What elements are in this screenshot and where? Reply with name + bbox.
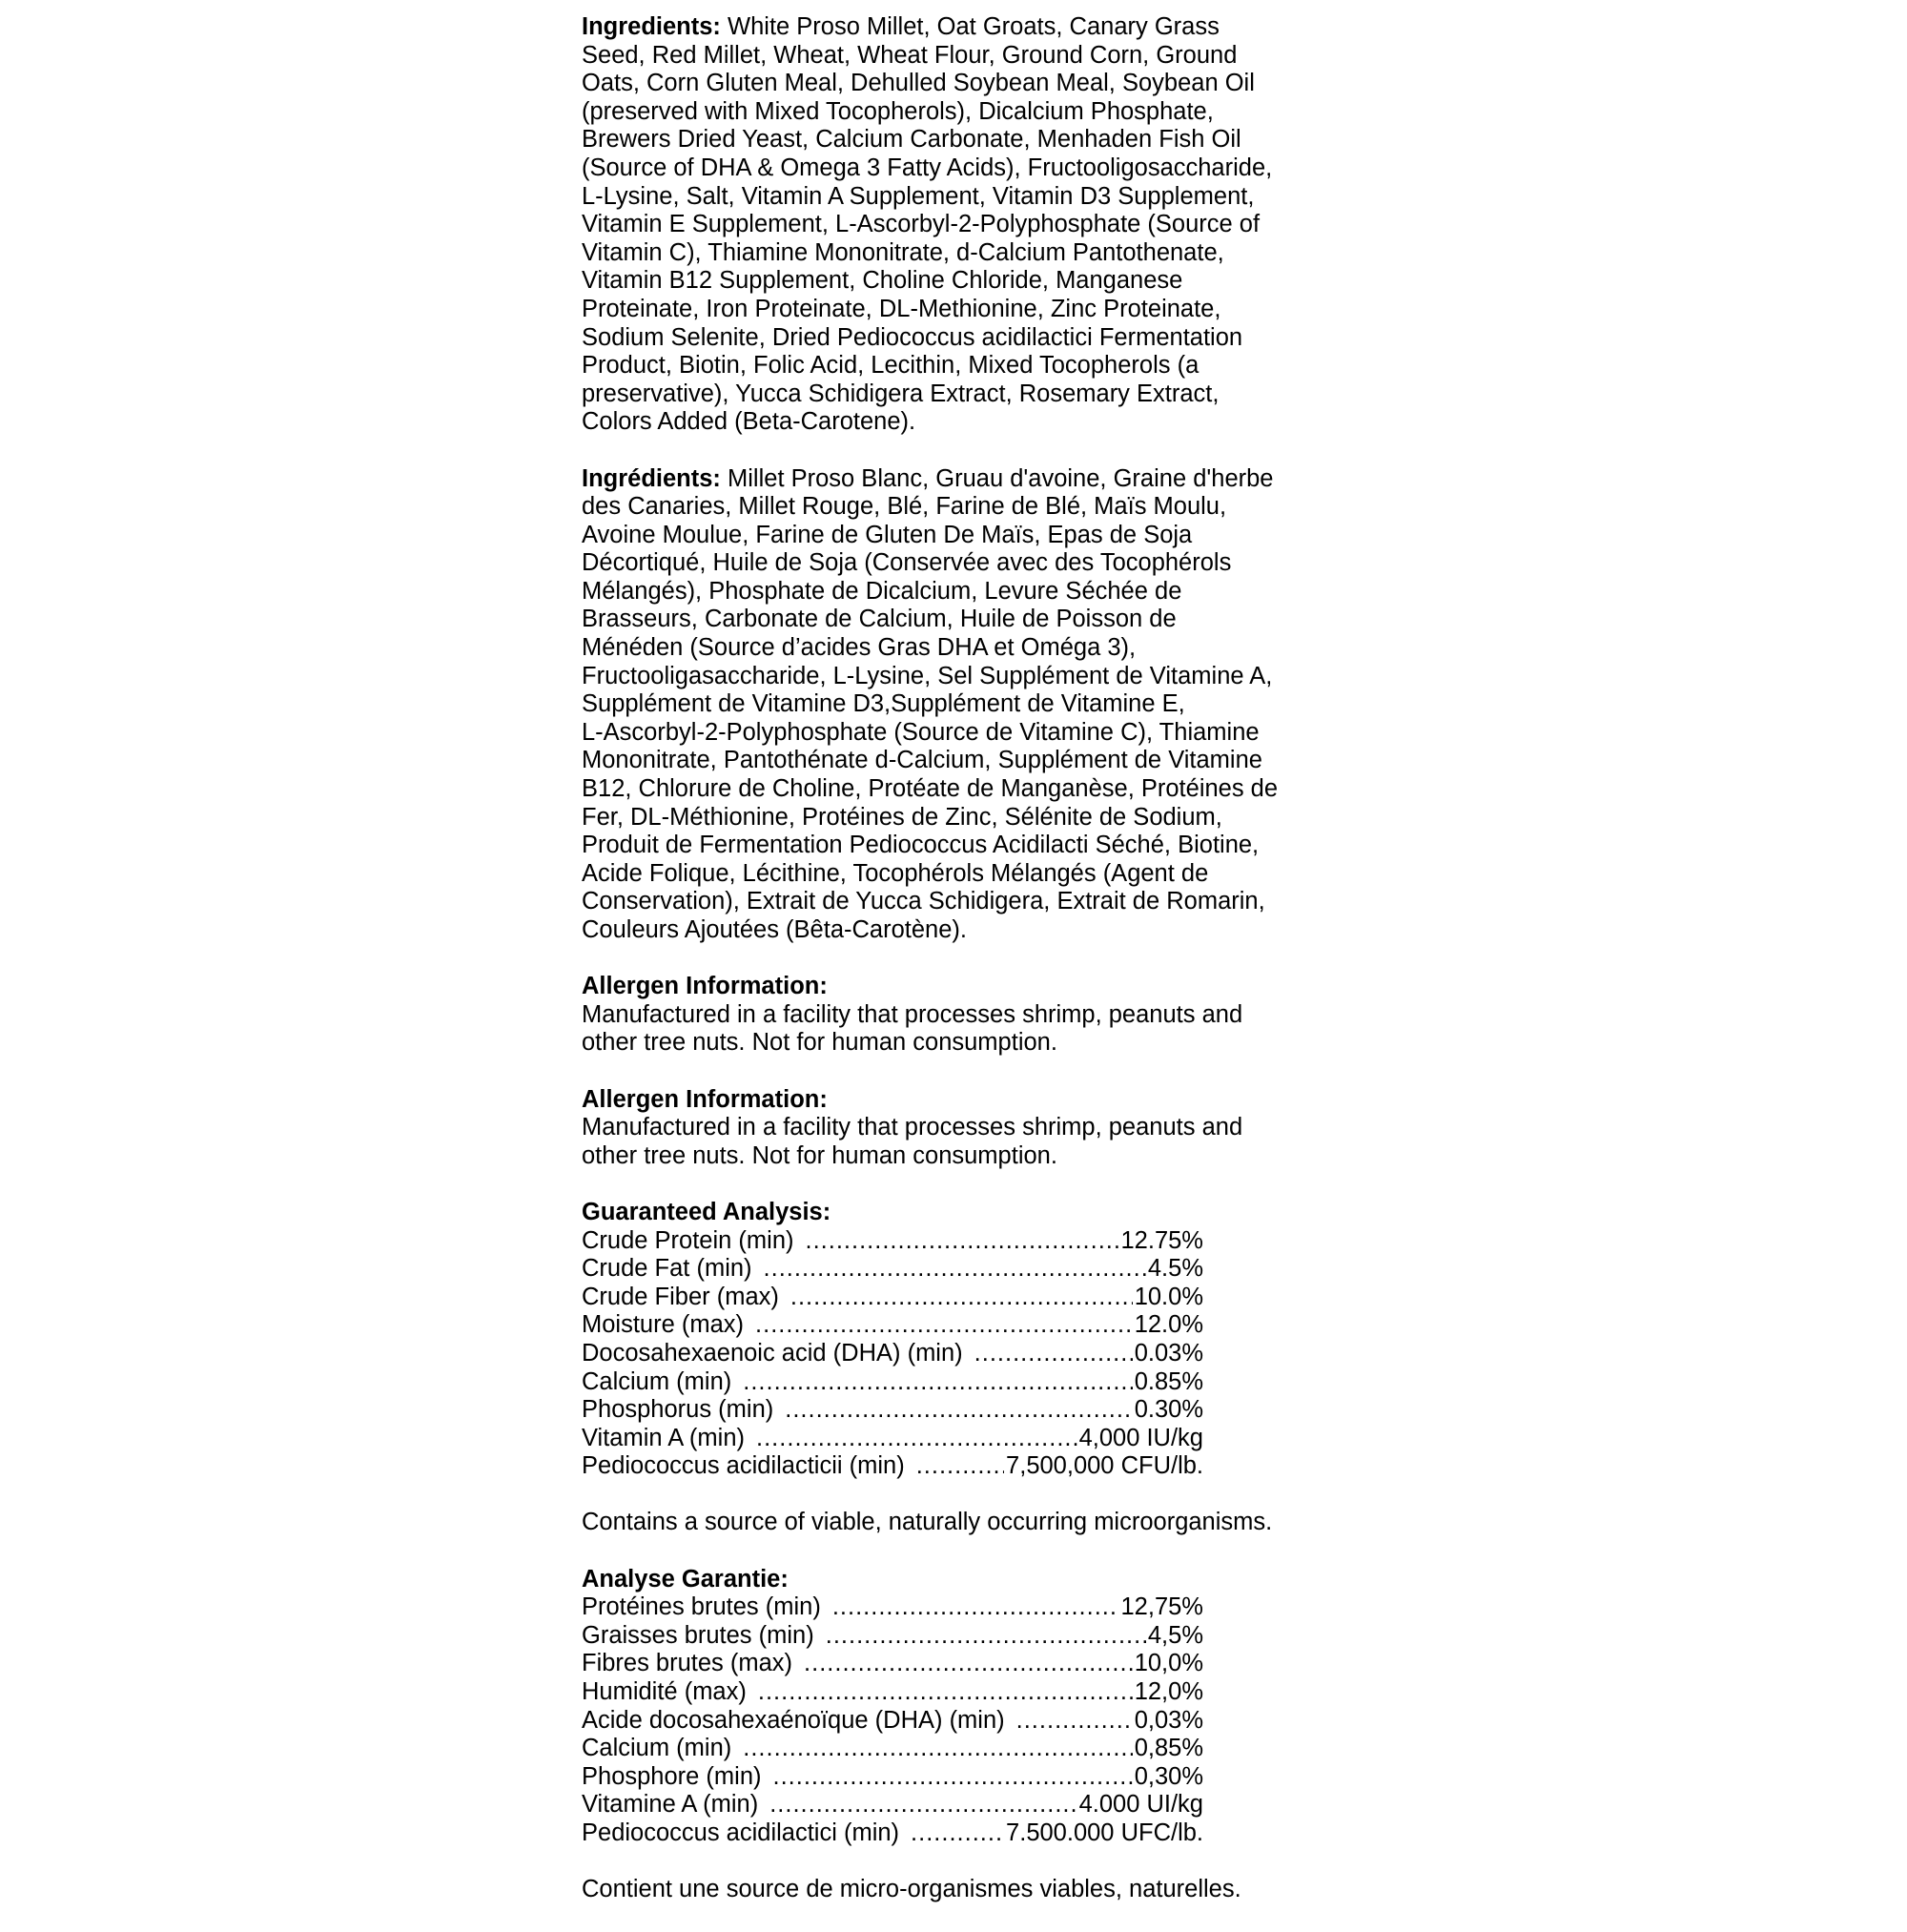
dot-leader [974, 1340, 1133, 1368]
analysis-row [582, 1368, 1203, 1397]
dot-leader [790, 1284, 1133, 1312]
dot-leader [832, 1593, 1119, 1622]
analysis-row-value: 4.5% [1147, 1255, 1203, 1283]
analysis-row-name: Crude Fiber (max) [582, 1283, 779, 1310]
analysis-row-value: 0.03% [1134, 1339, 1203, 1367]
product-label-text [582, 13, 1344, 1932]
analysis-row [582, 1227, 1203, 1256]
analysis-english-rows [582, 1227, 1203, 1481]
analysis-row [582, 1622, 1203, 1651]
allergen-info-1 [582, 973, 1344, 1058]
dot-leader [756, 1425, 1077, 1453]
analysis-row [582, 1452, 1203, 1481]
analysis-row-value: 0,85% [1134, 1735, 1203, 1762]
analysis-row-name: Phosphorus (min) [582, 1396, 774, 1424]
analysis-row [582, 1707, 1203, 1736]
dot-leader [743, 1368, 1132, 1397]
dot-leader [804, 1650, 1133, 1678]
dot-leader [743, 1735, 1132, 1763]
analysis-row-value: 10.0% [1134, 1283, 1203, 1310]
analysis-row-name: Calcium (min) [582, 1735, 732, 1762]
analysis-row [582, 1650, 1203, 1678]
analysis-row-name: Crude Protein (min) [582, 1226, 794, 1254]
analysis-row-name: Fibres brutes (max) [582, 1650, 793, 1677]
analysis-row-name: Pediococcus acidilactici (min) [582, 1819, 900, 1846]
analysis-row-name: Pediococcus acidilacticii (min) [582, 1452, 905, 1480]
dot-leader [1016, 1707, 1133, 1736]
dot-leader [769, 1791, 1077, 1819]
allergen-info-1-text: Manufactured in a facility that processes shrimp, peanuts and other tree nuts. Not for human consumption. [582, 1000, 1243, 1057]
analysis-row-value: 0.85% [1134, 1367, 1203, 1395]
analysis-row [582, 1678, 1203, 1707]
ingredients-french-text: Millet Proso Blanc, Gruau d'avoine, Graine d'herbe des Canaries, Millet Rouge, Blé, Farine de Blé, Maïs Moulu, Avoine Moulue, Farine de Gluten De Maïs, Epas de Soja Décortiqué, Huile de Soja (Conservée avec des Tocophérols Mélangés), Phosphate de Dicalcium, Levure Séchée de Brasseurs, Carbonate de Calcium, Huile de Poisson de Ménéden (Source d’acides Gras DHA et Oméga 3), Fructooligasaccharide, L-Lysine, Sel Supplément de Vitamine A, Supplément de Vitamine D3,Supplément de Vitamine E, L-Ascorbyl-2-Polyphosphate (Source de Vitamine C), Thiamine Mononitrate, Pantothénate d-Calcium, Supplément de Vitamine B12, Chlorure de Choline, Protéate de Manganèse, Protéines de Fer, DL-Méthionine, Protéines de Zinc, Sélénite de Sodium, Produit de Fermentation Pediococcus Acidilacti Séché, Biotine, Acide Folique, Lécithine, Tocophérols Mélangés (Agent de Conservation), Extrait de Yucca Schidigera, Extrait de Romarin, Couleurs Ajoutées (Bêta-Carotène). [582, 464, 1279, 943]
analysis-row [582, 1340, 1203, 1368]
analysis-row [582, 1763, 1203, 1792]
analysis-row [582, 1819, 1203, 1848]
allergen-info-2-heading: Allergen Information: [582, 1085, 828, 1113]
ingredients-english-heading: Ingredients: [582, 13, 721, 40]
allergen-info-2 [582, 1086, 1344, 1171]
analysis-row [582, 1425, 1203, 1453]
dot-leader [785, 1396, 1132, 1425]
allergen-info-1-heading: Allergen Information: [582, 973, 828, 1000]
analysis-row-name: Protéines brutes (min) [582, 1593, 821, 1621]
analysis-row-name: Docosahexaenoic acid (DHA) (min) [582, 1339, 963, 1367]
dot-leader [806, 1227, 1119, 1256]
analysis-row-value: 12,75% [1120, 1593, 1203, 1621]
analysis-row [582, 1255, 1203, 1284]
analysis-row-name: Phosphore (min) [582, 1762, 762, 1790]
dot-leader [916, 1452, 1004, 1481]
guaranteed-analysis-english [582, 1199, 1203, 1481]
guaranteed-analysis-french-heading: Analyse Garantie: [582, 1565, 789, 1593]
analysis-row [582, 1593, 1203, 1622]
ingredients-french-heading: Ingrédients: [582, 464, 721, 492]
ingredients-english-text: White Proso Millet, Oat Groats, Canary Grass Seed, Red Millet, Wheat, Wheat Flour, Ground Corn, Ground Oats, Corn Gluten Meal, Dehulled Soybean Meal, Soybean Oil (preserved with Mixed Tocopherols), Dicalcium Phosphate, Brewers Dried Yeast, Calcium Carbonate, Menhaden Fish Oil (Source of DHA & Omega 3 Fatty Acids), Fructooligosaccharide, L-Lysine, Salt, Vitamin A Supplement, Vitamin D3 Supplement, Vitamin E Supplement, L-Ascorbyl-2-Polyphosphate (Source of Vitamin C), Thiamine Mononitrate, d-Calcium Pantothenate, Vitamin B12 Supplement, Choline Chloride, Manganese Proteinate, Iron Proteinate, DL-Methionine, Zinc Proteinate, Sodium Selenite, Dried Pediococcus acidilactici Fermentation Product, Biotin, Folic Acid, Lecithin, Mixed Tocopherols (a preservative), Yucca Schidigera Extract, Rosemary Extract, Colors Added (Beta-Carotene). [582, 13, 1273, 436]
analysis-row-name: Vitamin A (min) [582, 1424, 746, 1451]
microorganism-note-french: Contient une source de micro-organismes viables, naturelles. [582, 1876, 1241, 1903]
guaranteed-analysis-english-heading: Guaranteed Analysis: [582, 1198, 831, 1225]
analysis-row-name: Moisture (max) [582, 1311, 745, 1339]
analysis-row-value: 4,000 IU/kg [1078, 1424, 1203, 1451]
ingredients-french [582, 465, 1344, 945]
guaranteed-analysis-french [582, 1566, 1203, 1848]
dot-leader [755, 1311, 1133, 1340]
analysis-row-value: 0,30% [1134, 1762, 1203, 1790]
analysis-row-value: 0.30% [1134, 1396, 1203, 1424]
analysis-row-value: 12.0% [1134, 1311, 1203, 1339]
analysis-row-name: Crude Fat (min) [582, 1255, 752, 1283]
analysis-row-value: 7,500,000 CFU/lb. [1006, 1452, 1203, 1480]
allergen-info-2-text: Manufactured in a facility that processes shrimp, peanuts and other tree nuts. Not for human consumption. [582, 1114, 1243, 1169]
analysis-row [582, 1735, 1203, 1763]
analysis-row-name: Calcium (min) [582, 1367, 732, 1395]
ingredients-english [582, 13, 1344, 437]
analysis-row-name: Humidité (max) [582, 1678, 747, 1706]
analysis-row-value: 4.000 UI/kg [1078, 1791, 1203, 1819]
dot-leader [826, 1622, 1146, 1651]
analysis-row-value: 10,0% [1134, 1650, 1203, 1677]
analysis-french-rows [582, 1593, 1203, 1847]
analysis-row [582, 1284, 1203, 1312]
dot-leader [911, 1819, 1004, 1848]
dot-leader [758, 1678, 1133, 1707]
microorganism-note-english: Contains a source of viable, naturally occurring microorganisms. [582, 1509, 1273, 1536]
dot-leader [773, 1763, 1133, 1792]
analysis-row [582, 1396, 1203, 1425]
analysis-row-name: Graisses brutes (min) [582, 1621, 814, 1649]
dot-leader [764, 1255, 1146, 1284]
analysis-row-value: 12.75% [1120, 1226, 1203, 1254]
analysis-row-name: Acide docosahexaénoïque (DHA) (min) [582, 1706, 1005, 1734]
analysis-row [582, 1311, 1203, 1340]
analysis-row-name: Vitamine A (min) [582, 1791, 759, 1819]
analysis-row-value: 4,5% [1147, 1621, 1203, 1649]
analysis-row-value: 0,03% [1134, 1706, 1203, 1734]
analysis-row [582, 1791, 1203, 1819]
analysis-row-value: 12,0% [1134, 1678, 1203, 1706]
analysis-row-value: 7.500.000 UFC/lb. [1006, 1819, 1203, 1846]
